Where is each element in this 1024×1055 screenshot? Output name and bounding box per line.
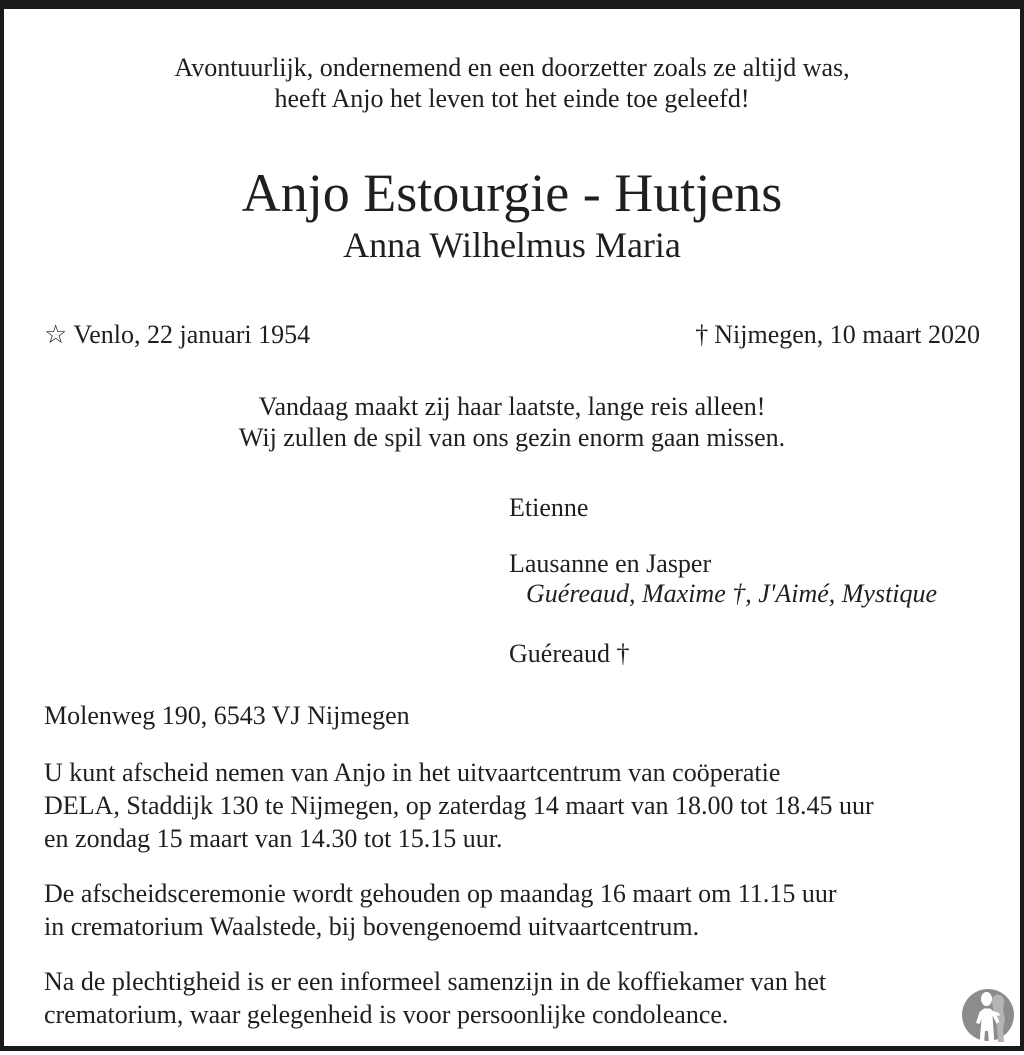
relative-widower: Etienne — [509, 493, 589, 522]
paragraph-line: DELA, Staddijk 130 te Nijmegen, op zaterdag 14 maart van 18.00 tot 18.45 uur — [44, 791, 874, 820]
paragraph-line: in crematorium Waalstede, bij bovengenoemd uitvaartcentrum. — [44, 912, 700, 941]
ceremony-paragraph — [44, 877, 1020, 943]
death-cross-icon: † — [695, 320, 709, 349]
relatives-list — [509, 493, 1020, 669]
paragraph-line: U kunt afscheid nemen van Anjo in het uitvaartcentrum van coöperatie — [44, 758, 781, 787]
relative-grandchildren: Guéreaud, Maxime †, J'Aimé, Mystique — [526, 579, 938, 608]
deceased-name: Anjo Estourgie - Hutjens — [241, 163, 783, 223]
paragraph-line: crematorium, waar gelegenheid is voor persoonlijke condoleance. — [44, 1000, 729, 1029]
condolence-paragraph — [44, 965, 1020, 1031]
intro-line: heeft Anjo het leven tot het einde toe geleefd! — [274, 84, 750, 113]
paragraph-line: Na de plechtigheid is er een informeel samenzijn in de koffiekamer van het — [44, 967, 827, 996]
relative-son: Guéreaud † — [509, 639, 630, 668]
paragraph-line: en zondag 15 maart van 14.30 tot 15.15 uur. — [44, 824, 503, 853]
birth-date — [44, 318, 310, 351]
intro-line: Avontuurlijk, ondernemend en een doorzetter zoals ze altijd was, — [174, 53, 850, 82]
visitation-paragraph — [44, 756, 1020, 855]
embracing-figures-memorial-logo-icon — [961, 988, 1016, 1045]
farewell-line: Vandaag maakt zij haar laatste, lange reis alleen! — [258, 392, 766, 421]
birth-star-icon: ☆ — [44, 320, 68, 349]
paragraph-line: De afscheidsceremonie wordt gehouden op maandag 16 maart om 11.15 uur — [44, 879, 837, 908]
home-address: Molenweg 190, 6543 VJ Nijmegen — [44, 701, 410, 730]
relative-children: Lausanne en Jasper — [509, 549, 712, 578]
birth-death-row — [4, 318, 1020, 351]
farewell-message — [4, 391, 1020, 453]
death-date-text: Nijmegen, 10 maart 2020 — [714, 320, 980, 349]
birth-date-text: Venlo, 22 januari 1954 — [73, 320, 311, 349]
farewell-line: Wij zullen de spil van ons gezin enorm gaan missen. — [238, 423, 786, 452]
intro-text — [4, 52, 1020, 114]
death-date — [695, 318, 980, 351]
deceased-full-name: Anna Wilhelmus Maria — [343, 225, 681, 265]
